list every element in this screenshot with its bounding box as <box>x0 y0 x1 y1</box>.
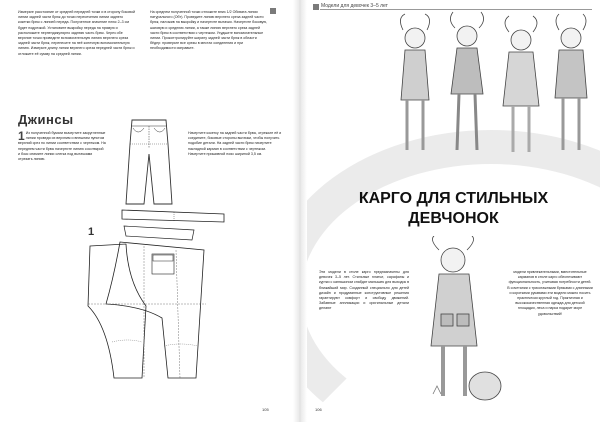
body-column-2 <box>507 270 593 317</box>
figure-number: 1 <box>88 226 95 238</box>
running-head-marker <box>313 4 319 10</box>
intro-column-1 <box>18 10 136 57</box>
pattern-diagram <box>84 206 274 382</box>
left-page <box>0 0 293 422</box>
girl-illustration-center <box>413 236 505 406</box>
body-text-2: модели привлекательными, вместительные карманов в стиле карго обеспечивают функциональность, учитывая потребности детей. В сочетании с трикотажными брюками с длинными и короткими рукавами эти модели можно носить практически круглый год. Практичная и высококачественная одежда для детской площадки, леса и парка подарит море удовольствий! <box>507 270 593 316</box>
page-number-right: 106 <box>315 407 322 412</box>
running-head-text: Модели для девочек 3–5 лет <box>321 3 388 9</box>
intro-text-1: Измерьте расстояние от средней передней точки и в сторону боковой линии задней части брюк до точки пересечения линии заднего кокетки брюк с линией переда. Полученное значение плюс 2–3 см будет подрезкой. Установите выкройку переда на прямую и расположите перпендикулярно заднюю часть брюк. Через обе верхние точки проведите вспомогательную линию верхнего среза задней части брюк, перенесите на неё конечную вспомогательную линию. Измерьте длину линии верхнего среза передней части брюк и отложите её сумму на средней линии. <box>18 10 135 56</box>
jeans-text-2: Начертите кокетку на задней части брюк, отрежьте её и соедините, боковые стороны вытачки, чтобы получить подобие детали. На задней части брюк начертите накладной карман в соответствии с чертежом. Начертите пришивной пояс шириной 3,5 см. <box>188 131 282 156</box>
girls-illustration-top <box>387 10 597 160</box>
right-page <box>307 0 600 422</box>
intro-column-2 <box>150 10 268 52</box>
book-gutter <box>293 0 307 422</box>
article-title-line-2: ДЕВЧОНОК <box>408 210 499 227</box>
body-column-1 <box>319 270 409 312</box>
jeans-text-column-2 <box>188 131 284 157</box>
page-number-left: 105 <box>262 407 269 412</box>
article-title-line-1: КАРГО ДЛЯ СТИЛЬНЫХ <box>358 190 549 207</box>
body-text-1: Эти модели в стиле карго предназначены для девочек 3–5 лет. Стильные платье, сарафаны и куртки с капюшоном снабдят малышек для выходок в ближайший мир. Созданный специально для детей дизайн и продуманные конструктивные решения гарантируют комфорт и свободу движений. Забавные аппликации и оригинальные детали делают <box>319 270 409 311</box>
drop-cap: 1 <box>18 129 25 143</box>
intro-text-2: На среднем полученной точки отложите вниз 1/2 Обхвата линии натурального (Обт). Проведите линию верхнего среза задней части брюк, наложив на выкройку и начертите вытачки. Начертите боковую, шаговую и среднюю линии, а также линию верхнего среза задней части брюк в соответствии с чертежом. Ухудшите вспомогательные линии. Проконтролируйте ширину задней части брюк в области бёдер: проверьте все срезы в местах соединения и при необходимости исправьте. <box>150 10 268 51</box>
section-title: Джинсы <box>18 112 74 127</box>
corner-marker <box>270 8 276 14</box>
jeans-text-column <box>18 131 106 162</box>
jeans-sketch <box>118 114 180 208</box>
jeans-text: Из полученной бумаги вычертите закругленные линии проведя их верхним и внешним пунктом верхний срез по линии соответствии с чертежом. На переднем части брюк начертите линию сосотвкрой и бокс снимите линии слегка под вытачками отрезать линию. <box>18 131 106 162</box>
